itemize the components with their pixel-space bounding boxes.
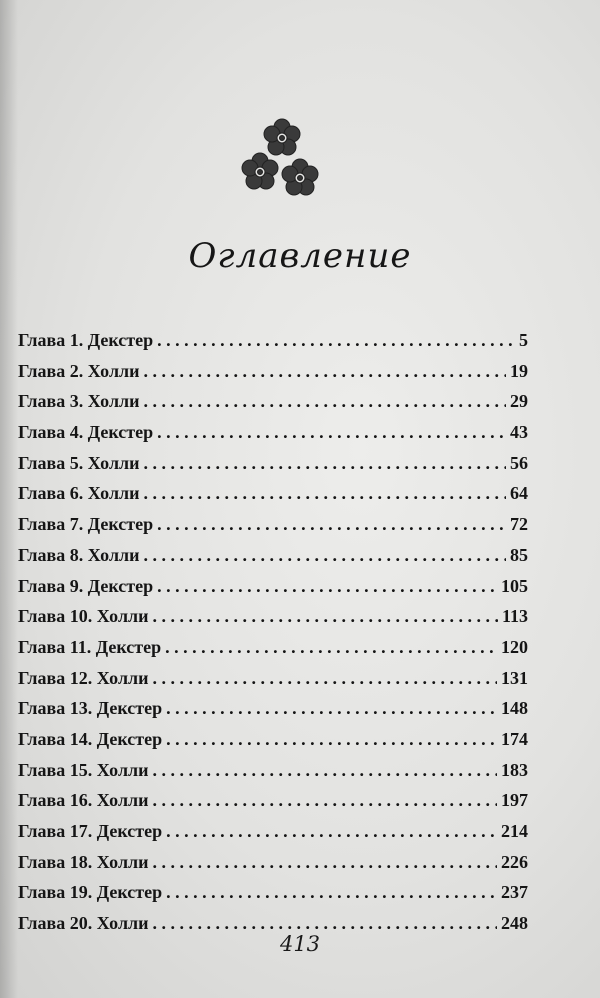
toc-entry — [18, 882, 528, 913]
toc-entry-label: Глава 2. Холли — [18, 360, 140, 381]
toc-entry-page: 183 — [501, 759, 528, 780]
toc-entry-page: 113 — [501, 606, 528, 627]
toc-entry-page: 56 — [510, 452, 528, 473]
dot-leader — [157, 576, 497, 597]
toc-entry — [18, 545, 528, 576]
toc-entry — [18, 422, 528, 453]
dot-leader — [153, 790, 497, 811]
toc-entry-label: Глава 1. Декстер — [18, 330, 154, 350]
table-of-contents — [18, 330, 528, 944]
toc-entry-page: 214 — [501, 821, 528, 841]
toc-entry — [18, 698, 528, 729]
toc-entry — [18, 391, 528, 422]
toc-entry-label: Глава 5. Холли — [18, 452, 140, 473]
toc-entry-label: Глава 13. Декстер — [18, 698, 163, 719]
toc-entry — [18, 576, 528, 607]
dot-leader — [144, 361, 506, 382]
toc-entry — [18, 821, 528, 852]
toc-entry-page: 19 — [510, 360, 528, 381]
toc-entry-label: Глава 3. Холли — [18, 391, 140, 412]
toc-entry — [18, 729, 528, 760]
page-gutter-shadow — [0, 0, 18, 998]
dot-leader — [165, 637, 497, 658]
dot-leader — [144, 483, 506, 504]
toc-entry-page: 148 — [501, 698, 528, 719]
toc-entry — [18, 668, 528, 699]
toc-entry — [18, 514, 528, 545]
toc-entry — [18, 790, 528, 821]
dot-leader — [157, 422, 506, 443]
toc-entry-page: 120 — [501, 636, 528, 657]
dot-leader — [144, 545, 506, 566]
toc-entry-page: 197 — [501, 790, 528, 811]
dot-leader — [153, 606, 498, 627]
toc-entry-page: 105 — [501, 575, 528, 596]
toc-entry — [18, 330, 528, 361]
toc-entry-page: 43 — [510, 422, 528, 443]
toc-entry-page: 5 — [519, 330, 528, 350]
dot-leader — [153, 668, 497, 689]
toc-entry — [18, 361, 528, 392]
toc-entry-page: 29 — [510, 391, 528, 412]
dot-leader — [166, 698, 497, 719]
toc-entry-label: Глава 10. Холли — [18, 606, 149, 627]
toc-entry-label: Глава 7. Декстер — [18, 514, 154, 535]
toc-entry-label: Глава 16. Холли — [18, 790, 149, 811]
toc-entry-label: Глава 20. Холли — [18, 913, 149, 934]
toc-entry-label: Глава 9. Декстер — [18, 575, 154, 596]
dot-leader — [153, 760, 497, 781]
three-flowers-icon — [238, 116, 334, 202]
toc-entry — [18, 852, 528, 883]
toc-entry-label: Глава 19. Декстер — [18, 882, 163, 903]
dot-leader — [153, 852, 497, 873]
toc-entry-page: 85 — [510, 544, 528, 565]
dot-leader — [166, 821, 497, 842]
dot-leader — [166, 729, 497, 750]
toc-entry-label: Глава 18. Холли — [18, 851, 149, 872]
toc-entry-page: 72 — [510, 514, 528, 535]
toc-entry-label: Глава 8. Холли — [18, 544, 140, 565]
toc-entry-label: Глава 17. Декстер — [18, 821, 163, 841]
toc-entry — [18, 760, 528, 791]
dot-leader — [153, 913, 497, 934]
toc-entry — [18, 637, 528, 668]
toc-entry-label: Глава 14. Декстер — [18, 728, 163, 749]
dot-leader — [166, 882, 497, 903]
toc-entry-page: 131 — [501, 667, 528, 688]
toc-entry-label: Глава 6. Холли — [18, 483, 140, 504]
page-number: 413 — [279, 932, 321, 956]
toc-entry — [18, 453, 528, 484]
toc-entry-label: Глава 12. Холли — [18, 667, 149, 688]
toc-entry — [18, 483, 528, 514]
toc-entry-page: 237 — [501, 882, 528, 903]
page-title: Оглавление — [188, 236, 412, 276]
toc-entry-label: Глава 4. Декстер — [18, 422, 154, 443]
toc-entry-page: 64 — [510, 483, 528, 504]
toc-entry-label: Глава 11. Декстер — [18, 636, 162, 657]
toc-entry-page: 174 — [501, 728, 528, 749]
dot-leader — [157, 330, 515, 351]
toc-entry-page: 226 — [501, 851, 528, 872]
dot-leader — [144, 453, 506, 474]
toc-entry — [18, 606, 528, 637]
toc-entry-page: 248 — [501, 913, 528, 934]
toc-entry-label: Глава 15. Холли — [18, 759, 149, 780]
dot-leader — [157, 514, 506, 535]
dot-leader — [144, 391, 506, 412]
